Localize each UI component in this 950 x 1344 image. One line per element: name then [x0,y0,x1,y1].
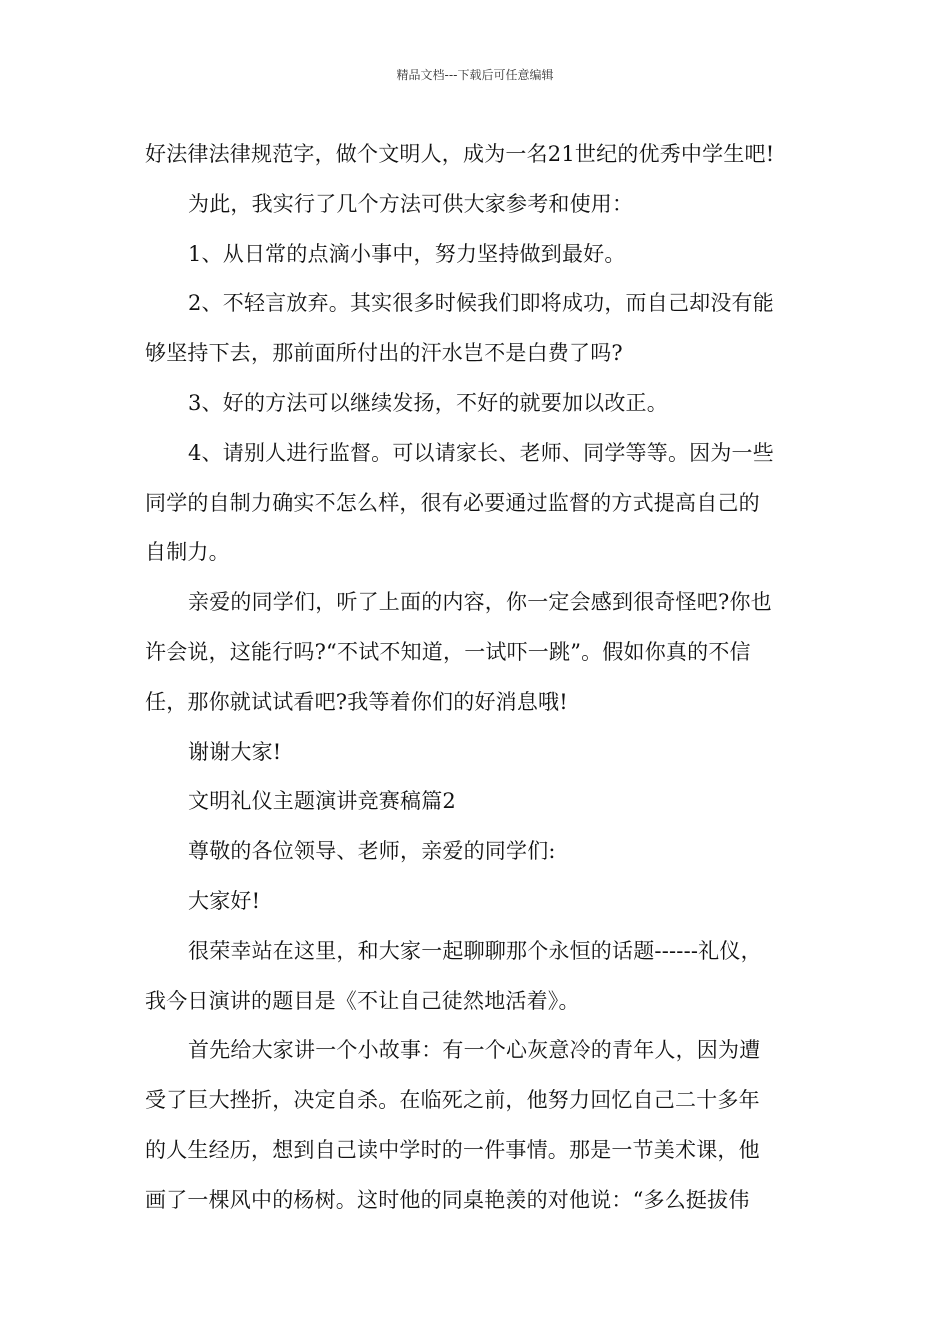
list-item: 3、好的方法可以继续发扬，不好的就要加以改正。 [188,390,668,415]
text-line: 好法律法律规范字，做个文明人，成为一名21世纪的优秀中学生吧! [145,142,775,166]
page-header: 精品文档---下载后可任意编辑 [396,68,554,82]
text-line: 很荣幸站在这里，和大家一起聊聊那个永恒的话题------礼仪， [188,938,762,963]
list-item: 4、请别人进行监督。可以请家长、老师、同学等等。因为一些 [188,440,774,465]
text-line: 自制力。 [145,540,230,565]
list-item: 1、从日常的点滴小事中，努力坚持做到最好。 [188,241,626,266]
text-line: 同学的自制力确实不怎么样，很有必要通过监督的方式提高自己的 [145,490,760,515]
text-line: 受了巨大挫折，决定自杀。在临死之前，他努力回忆自己二十多年 [145,1088,760,1113]
greeting: 大家好! [188,888,261,913]
text-line: 亲爱的同学们，听了上面的内容，你一定会感到很奇怪吧?你也 [188,590,772,615]
text-line: 谢谢大家! [188,739,282,764]
text-line: 首先给大家讲一个小故事：有一个心灰意冷的青年人，因为遭 [188,1038,761,1063]
list-item: 2、不轻言放弃。其实很多时候我们即将成功，而自己却没有能 [188,291,774,316]
section-title: 文明礼仪主题演讲竞赛稿篇2 [188,789,456,814]
text-line: 为此，我实行了几个方法可供大家参考和使用： [188,191,634,216]
salutation: 尊敬的各位领导、老师，亲爱的同学们: [188,839,556,864]
text-line: 任，那你就试试看吧?我等着你们的好消息哦! [145,689,568,714]
text-line: 许会说，这能行吗?“不试不知道，一试吓一跳”。假如你真的不信 [145,639,751,664]
text-line: 画了一棵风中的杨树。这时他的同桌艳羡的对他说：“多么挺拔伟 [145,1187,750,1212]
text-line: 够坚持下去，那前面所付出的汗水岂不是白费了吗? [145,341,623,366]
text-line: 我今日演讲的题目是《不让自己徒然地活着》。 [145,988,580,1013]
document-body [145,130,815,1226]
text-line: 的人生经历，想到自己读中学时的一件事情。那是一节美术课，他 [145,1137,760,1162]
